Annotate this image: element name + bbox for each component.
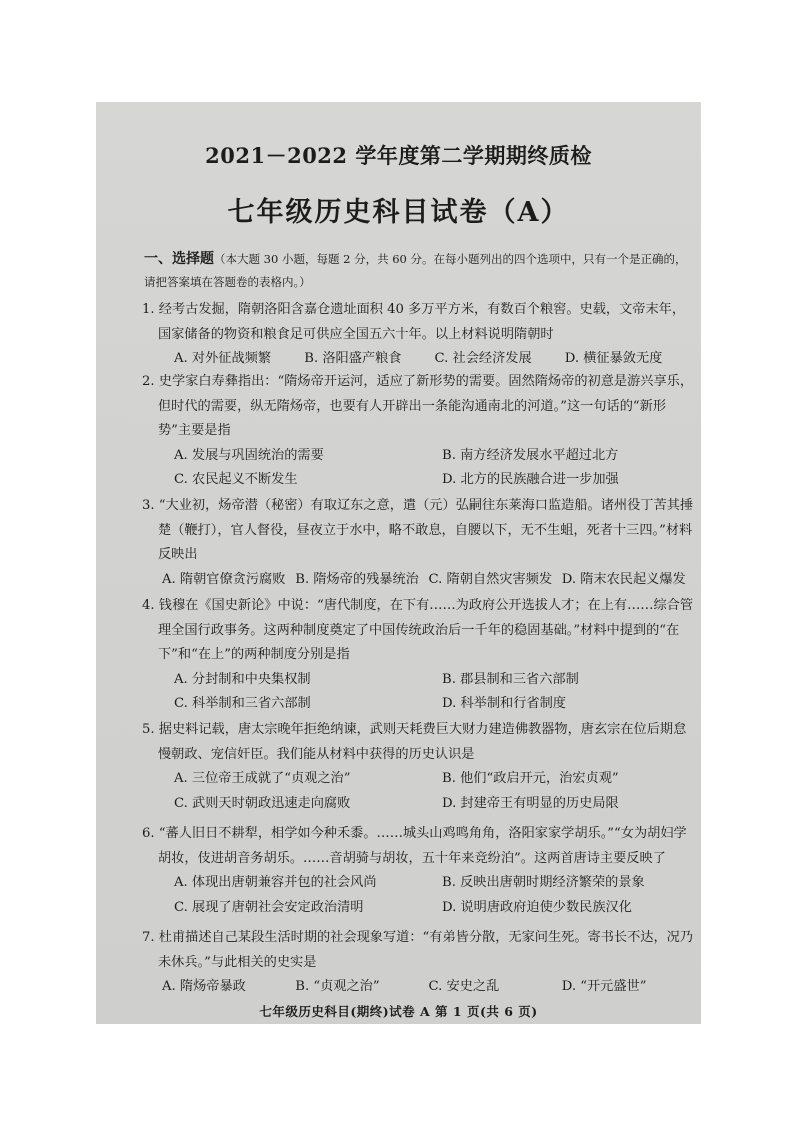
question-options	[140, 347, 695, 372]
option-d: D. “开元盛世”	[561, 979, 647, 994]
option-d: D. 横征暴敛无度	[564, 351, 663, 366]
question-options	[140, 568, 695, 593]
option-b: B. 反映出唐朝时期经济繁荣的景象	[442, 875, 645, 890]
exam-paper	[96, 102, 701, 1024]
question-options	[140, 975, 695, 1000]
option-b: B. 洛阳盛产粮食	[304, 351, 402, 366]
question-stem: 5. 据史料记载，唐太宗晚年拒绝纳谏，武则天耗费巨大财力建造佛教器物，唐玄宗在位后期怠慢朝政、宠信奸臣。我们能从材料中获得的历史认识是	[142, 722, 687, 762]
section-instructions: （本大题 30 小题，每题 2 分，共 60 分。在每小题列出的四个选项中，只有一个是正确的，请把答案填在答题卷的表格内。）	[144, 252, 687, 289]
question-options	[140, 668, 695, 717]
option-d: D. 封建帝王有明显的历史局限	[442, 795, 619, 811]
option-c: C. 展现了唐朝社会安定政治清明	[174, 899, 364, 915]
question-stem: 7. 杜甫描述自己某段生活时期的社会现象写道：“有弟皆分散，无家问生死。寄书长不达，况乃未休兵。”与此相关的史实是	[142, 930, 694, 970]
exam-subject-title: 七年级历史科目试卷（A）	[227, 197, 570, 228]
option-c: C. 武则天时朝政迅速走向腐败	[174, 795, 351, 811]
section-label: 一、选择题	[144, 251, 214, 267]
section-header	[144, 248, 689, 294]
question-6	[140, 822, 695, 920]
option-a: A. 分封制和中央集权制	[174, 671, 311, 687]
page-footer: 七年级历史科目(期终)试卷 A 第 1 页(共 6 页)	[259, 1004, 538, 1019]
option-c: C. 农民起义不断发生	[174, 472, 298, 487]
question-stem: 2. 史学家白寿彝指出：“隋炀帝开运河，适应了新形势的需要。固然隋炀帝的初意是游兴享乐，但时代的需要，纵无隋炀帝，也要有人开辟出一条能沟通南北的河道。”这一句话的“新形势”主要是指	[142, 374, 694, 438]
question-5	[140, 718, 695, 816]
option-b: B. 隋炀帝的残暴统治	[295, 571, 419, 587]
option-b: B. 他们“政启开元，治宏贞观”	[442, 771, 619, 786]
question-2	[140, 370, 695, 493]
option-b: B. 郡县制和三省六部制	[442, 671, 579, 687]
question-4	[140, 594, 695, 717]
option-a: A. 隋朝官僚贪污腐败	[162, 571, 286, 587]
option-a: A. 体现出唐朝兼容并包的社会风尚	[174, 875, 377, 890]
option-d: D. 说明唐政府迫使少数民族汉化	[442, 899, 632, 915]
option-a: A. 隋炀帝暴政	[162, 979, 246, 994]
option-a: A. 对外征战频繁	[174, 351, 272, 366]
option-c: C. 安史之乱	[428, 979, 500, 994]
exam-term-title: 2021－2022 学年度第二学期期终质检	[205, 143, 592, 168]
option-b: B. “贞观之治”	[295, 979, 380, 994]
question-options	[140, 767, 695, 816]
question-options	[140, 444, 695, 493]
question-1	[140, 298, 695, 372]
option-a: A. 三位帝王成就了“贞观之治”	[174, 771, 351, 786]
question-stem: 4. 钱穆在《国史新论》中说：“唐代制度，在下有……为政府公开选拔人才；在上有……综合管理全国行政事务。这两种制度奠定了中国传统政治后一千年的稳固基础。”材料中提到的“在下”和“在上”的两种制度分别是指	[142, 598, 694, 662]
question-7	[140, 926, 695, 1000]
option-c: C. 隋朝自然灾害频发	[428, 571, 553, 587]
question-stem: 1. 经考古发掘，隋朝洛阳含嘉仓遗址面积 40 多万平方米，有数百个粮窖。史载，文帝末年，国家储备的物资和粮食足可供应全国五六十年。以上材料说明隋朝时	[142, 302, 686, 342]
question-options	[140, 871, 695, 920]
option-d: D. 隋末农民起义爆发	[561, 571, 686, 587]
option-b: B. 南方经济发展水平超过北方	[442, 447, 619, 463]
question-stem: 6. “蕃人旧日不耕犁，相学如今种禾黍。……城头山鸡鸣角角，洛阳家家学胡乐。”“女为胡妇学胡妆，伎进胡音务胡乐。……音胡骑与胡妆，五十年来竞纷泊”。这两首唐诗主要反映了	[142, 826, 687, 866]
question-stem: 3. “大业初，炀帝潜（秘密）有取辽东之意，遣（元）弘嗣往东莱海口监造船。诸州役丁苦其捶楚（鞭打），官人督役，昼夜立于水中，略不敢息，自腰以下，无不生蛆，死者十三四。”材料反映出	[142, 498, 694, 562]
option-c: C. 科举制和三省六部制	[174, 696, 311, 711]
option-d: D. 北方的民族融合进一步加强	[442, 472, 619, 487]
question-3	[140, 494, 695, 592]
option-c: C. 社会经济发展	[434, 351, 532, 366]
option-a: A. 发展与巩固统治的需要	[174, 447, 324, 463]
option-d: D. 科举制和行省制度	[442, 696, 566, 711]
